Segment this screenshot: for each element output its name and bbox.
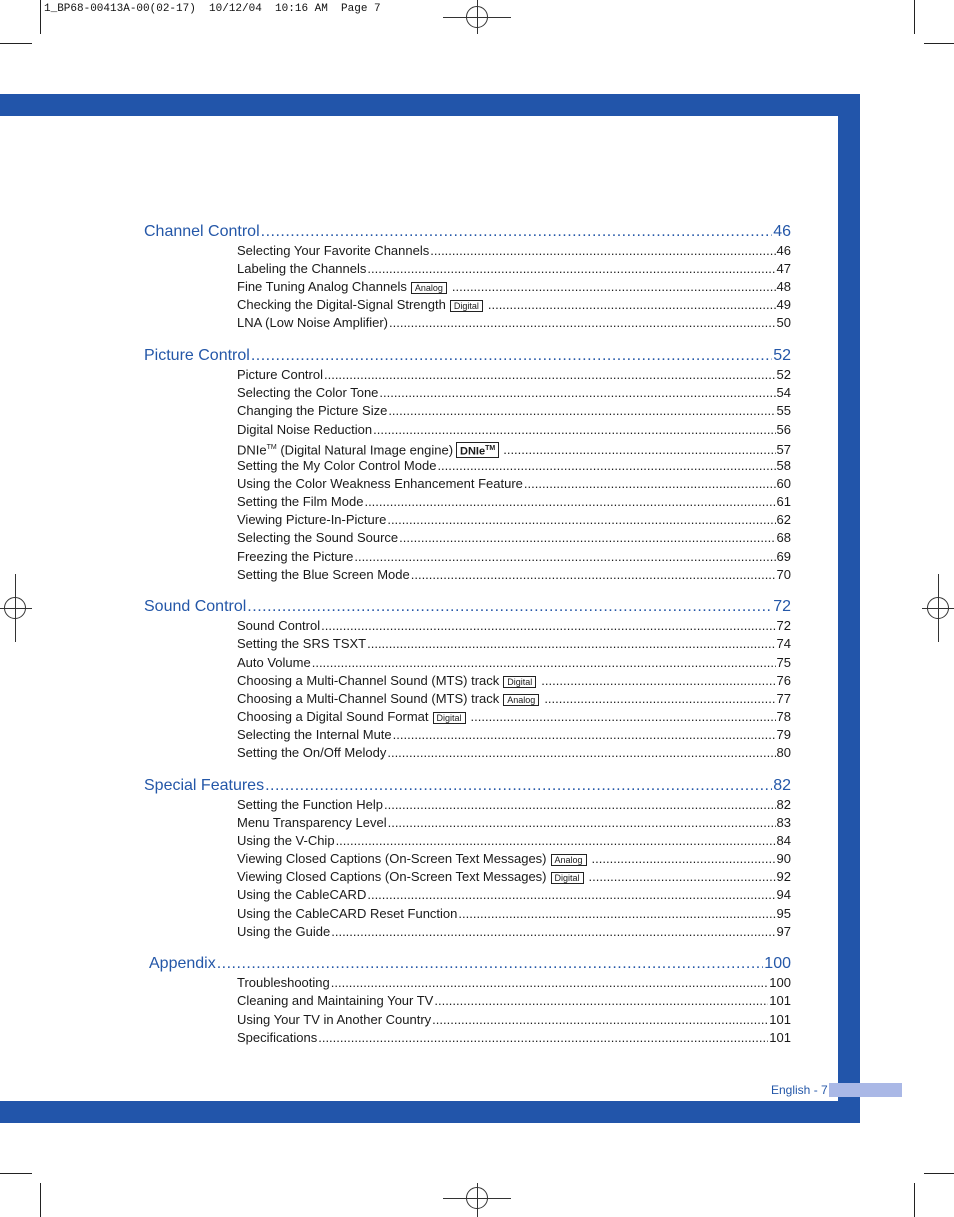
toc-entry[interactable] xyxy=(237,886,791,904)
entry-page: 76 xyxy=(776,673,791,688)
entry-label: Setting the SRS TSXT xyxy=(237,636,367,651)
toc-entry[interactable] xyxy=(237,617,791,635)
dot-leader xyxy=(379,384,775,402)
bottom-blue-band xyxy=(0,1101,860,1123)
dot-leader xyxy=(544,690,775,708)
dot-leader xyxy=(336,832,776,850)
dot-leader xyxy=(458,905,775,923)
toc-entry[interactable] xyxy=(237,278,791,296)
entry-label: Selecting the Color Tone xyxy=(237,385,379,400)
dot-leader xyxy=(388,402,775,420)
section-heading-appendix[interactable] xyxy=(149,954,791,974)
analog-badge: Analog xyxy=(503,694,539,706)
top-blue-band xyxy=(0,94,860,116)
entry-page: 55 xyxy=(776,403,791,418)
entry-page: 52 xyxy=(776,367,791,382)
section-heading-channel-control[interactable] xyxy=(144,222,791,242)
entry-label: Freezing the Picture xyxy=(237,549,354,564)
entry-label: Choosing a Multi-Channel Sound (MTS) track xyxy=(237,691,500,706)
entry-page: 101 xyxy=(769,1012,791,1027)
toc-entry[interactable] xyxy=(237,566,791,584)
crop-mark-top-left-h xyxy=(0,43,32,44)
section-title: Channel Control xyxy=(144,223,260,240)
crop-mark-top-right-h xyxy=(924,43,954,44)
entry-label: Using the Color Weakness Enhancement Feature xyxy=(237,476,523,491)
dot-leader xyxy=(354,548,775,566)
entry-label: Using the Guide xyxy=(237,924,331,939)
entry-label: Viewing Closed Captions (On-Screen Text Messages) xyxy=(237,869,547,884)
entry-page: 72 xyxy=(776,618,791,633)
toc-entry[interactable] xyxy=(237,1029,791,1047)
toc-entry[interactable] xyxy=(237,796,791,814)
dot-leader xyxy=(434,992,768,1010)
entry-label: Using the V-Chip xyxy=(237,833,335,848)
dot-leader xyxy=(387,744,775,762)
dot-leader xyxy=(261,222,773,242)
toc-entry[interactable] xyxy=(237,260,791,278)
toc-entry[interactable] xyxy=(237,690,791,708)
entry-page: 101 xyxy=(769,993,791,1008)
entry-label: Changing the Picture Size xyxy=(237,403,388,418)
dot-leader xyxy=(387,511,775,529)
entry-label: Choosing a Multi-Channel Sound (MTS) track xyxy=(237,673,500,688)
dot-leader xyxy=(384,796,776,814)
entry-label: Using Your TV in Another Country xyxy=(237,1012,432,1027)
toc-entry[interactable] xyxy=(237,744,791,762)
toc-entry[interactable] xyxy=(237,635,791,653)
dot-leader xyxy=(399,529,775,547)
entry-label: Selecting Your Favorite Channels xyxy=(237,243,430,258)
dot-leader xyxy=(432,1011,768,1029)
toc-entry[interactable] xyxy=(237,402,791,420)
section-heading-sound-control[interactable] xyxy=(144,597,791,617)
entry-page: 56 xyxy=(776,422,791,437)
entry-page: 79 xyxy=(776,727,791,742)
entry-page: 84 xyxy=(776,833,791,848)
dot-leader xyxy=(541,672,775,690)
toc-entry[interactable] xyxy=(237,672,791,690)
entry-label: Choosing a Digital Sound Format xyxy=(237,709,429,724)
entry-page: 46 xyxy=(776,243,791,258)
section-page: 100 xyxy=(764,955,791,972)
dot-leader xyxy=(367,635,775,653)
section-page: 72 xyxy=(773,598,791,615)
entry-page: 97 xyxy=(776,924,791,939)
toc-entry[interactable] xyxy=(237,992,791,1010)
dot-leader xyxy=(430,242,775,260)
section-page: 52 xyxy=(773,347,791,364)
toc-entry[interactable] xyxy=(237,314,791,332)
entry-page: 78 xyxy=(776,709,791,724)
entry-label: Cleaning and Maintaining Your TV xyxy=(237,993,434,1008)
crop-mark-bottom-left-h xyxy=(0,1173,32,1174)
crop-mark-bottom-left-v xyxy=(40,1183,41,1217)
entry-page: 92 xyxy=(776,869,791,884)
digital-badge: Digital xyxy=(551,872,584,884)
dot-leader xyxy=(324,366,776,384)
entry-label: Viewing Closed Captions (On-Screen Text Messages) xyxy=(237,851,547,866)
dot-leader xyxy=(592,850,776,868)
entry-page: 95 xyxy=(776,906,791,921)
entry-page: 50 xyxy=(776,315,791,330)
section-title: Picture Control xyxy=(144,347,250,364)
entry-page: 100 xyxy=(769,975,791,990)
entry-label: Selecting the Internal Mute xyxy=(237,727,392,742)
dot-leader xyxy=(265,776,772,796)
toc-entry[interactable] xyxy=(237,384,791,402)
toc-entry[interactable] xyxy=(237,708,791,726)
dot-leader xyxy=(488,296,776,314)
dot-leader xyxy=(437,457,775,475)
entry-label: Selecting the Sound Source xyxy=(237,530,399,545)
dot-leader xyxy=(393,726,776,744)
entry-page: 74 xyxy=(776,636,791,651)
dot-leader xyxy=(367,260,775,278)
toc-entry[interactable] xyxy=(237,457,791,475)
entry-label: Auto Volume xyxy=(237,655,311,670)
section-title: Special Features xyxy=(144,777,265,794)
toc-entry[interactable] xyxy=(237,654,791,672)
dot-leader xyxy=(312,654,776,672)
toc-entry[interactable] xyxy=(237,850,791,868)
digital-badge: Digital xyxy=(433,712,466,724)
entry-label: Digital Noise Reduction xyxy=(237,422,373,437)
crop-mark-bottom-right-h xyxy=(924,1173,954,1174)
toc-entry[interactable] xyxy=(237,475,791,493)
crop-mark-top-left-v xyxy=(40,0,41,34)
dot-leader xyxy=(321,617,775,635)
section-page: 82 xyxy=(773,777,791,794)
entry-page: 57 xyxy=(776,442,791,458)
entry-page: 90 xyxy=(776,851,791,866)
entry-label: Checking the Digital-Signal Strength xyxy=(237,297,446,312)
entry-label: Specifications xyxy=(237,1030,318,1045)
entry-page: 94 xyxy=(776,887,791,902)
dot-leader xyxy=(251,346,772,366)
dot-leader xyxy=(524,475,776,493)
dot-leader xyxy=(471,708,776,726)
entry-label: Menu Transparency Level xyxy=(237,815,387,830)
section-heading-picture-control[interactable] xyxy=(144,346,791,366)
right-blue-band xyxy=(838,94,860,1123)
toc-entry[interactable] xyxy=(237,529,791,547)
toc-entry[interactable] xyxy=(237,726,791,744)
dot-leader xyxy=(247,597,772,617)
toc-entry[interactable] xyxy=(237,814,791,832)
entry-page: 47 xyxy=(776,261,791,276)
page-number-label: English - 7 xyxy=(771,1083,828,1097)
entry-label: Fine Tuning Analog Channels xyxy=(237,279,407,294)
entry-label: Sound Control xyxy=(237,618,321,633)
dot-leader xyxy=(217,954,764,974)
toc-entry[interactable] xyxy=(237,493,791,511)
digital-badge: Digital xyxy=(503,676,536,688)
toc-entry[interactable] xyxy=(237,905,791,923)
toc-entry[interactable] xyxy=(237,923,791,941)
dot-leader xyxy=(411,566,776,584)
dot-leader xyxy=(389,314,776,332)
entry-label: LNA (Low Noise Amplifier) xyxy=(237,315,388,330)
printer-header: 1_BP68-00413A-00(02-17) 10/12/04 10:16 AM Page 7 xyxy=(44,3,381,15)
entry-page: 48 xyxy=(776,279,791,294)
crop-mark-top-right-v xyxy=(914,0,915,34)
entry-label: Troubleshooting xyxy=(237,975,330,990)
dot-leader xyxy=(367,886,775,904)
entry-page: 61 xyxy=(776,494,791,509)
entry-page: 77 xyxy=(776,691,791,706)
entry-page: 49 xyxy=(776,297,791,312)
crop-mark-bottom-right-v xyxy=(914,1183,915,1217)
entry-label: Using the CableCARD xyxy=(237,887,367,902)
entry-page: 58 xyxy=(776,458,791,473)
dot-leader xyxy=(452,278,776,296)
entry-page: 54 xyxy=(776,385,791,400)
dot-leader xyxy=(373,421,775,439)
toc-entry[interactable] xyxy=(237,868,791,886)
toc-entry[interactable] xyxy=(237,242,791,260)
entry-page: 69 xyxy=(776,549,791,564)
toc-entry[interactable] xyxy=(237,366,791,384)
toc-entry[interactable] xyxy=(237,832,791,850)
toc-entry[interactable] xyxy=(237,296,791,314)
entry-label: Using the CableCARD Reset Function xyxy=(237,906,458,921)
dot-leader xyxy=(331,923,775,941)
dot-leader xyxy=(331,974,769,992)
entry-label: Picture Control xyxy=(237,367,323,382)
entry-label: Setting the Film Mode xyxy=(237,494,364,509)
dnie-logo: DNIe™ xyxy=(456,442,499,459)
entry-page: 82 xyxy=(776,797,791,812)
entry-page: 101 xyxy=(769,1030,791,1045)
toc-entry[interactable] xyxy=(237,511,791,529)
entry-label: Setting the Blue Screen Mode xyxy=(237,567,410,582)
entry-label: DNIe™ (Digital Natural Image engine) xyxy=(237,442,454,458)
analog-badge: Analog xyxy=(411,282,447,294)
toc-entry[interactable] xyxy=(237,548,791,566)
section-page: 46 xyxy=(773,223,791,240)
section-heading-special-features[interactable] xyxy=(144,776,791,796)
toc-entry[interactable] xyxy=(237,1011,791,1029)
analog-badge: Analog xyxy=(551,854,587,866)
toc-entry[interactable] xyxy=(237,974,791,992)
entry-label: Viewing Picture-In-Picture xyxy=(237,512,387,527)
entry-page: 68 xyxy=(776,530,791,545)
entry-page: 80 xyxy=(776,745,791,760)
entry-page: 83 xyxy=(776,815,791,830)
section-title: Appendix xyxy=(149,955,216,972)
entry-label: Setting the Function Help xyxy=(237,797,383,812)
entry-page: 62 xyxy=(776,512,791,527)
dot-leader xyxy=(364,493,775,511)
entry-label: Labeling the Channels xyxy=(237,261,367,276)
dot-leader xyxy=(318,1029,768,1047)
dot-leader xyxy=(388,814,776,832)
entry-page: 75 xyxy=(776,655,791,670)
entry-page: 60 xyxy=(776,476,791,491)
footer-accent-bar xyxy=(829,1083,902,1097)
digital-badge: Digital xyxy=(450,300,483,312)
entry-label: Setting the My Color Control Mode xyxy=(237,458,437,473)
section-title: Sound Control xyxy=(144,598,247,615)
toc-entry[interactable] xyxy=(237,421,791,439)
dot-leader xyxy=(589,868,776,886)
entry-label: Setting the On/Off Melody xyxy=(237,745,387,760)
entry-page: 70 xyxy=(776,567,791,582)
